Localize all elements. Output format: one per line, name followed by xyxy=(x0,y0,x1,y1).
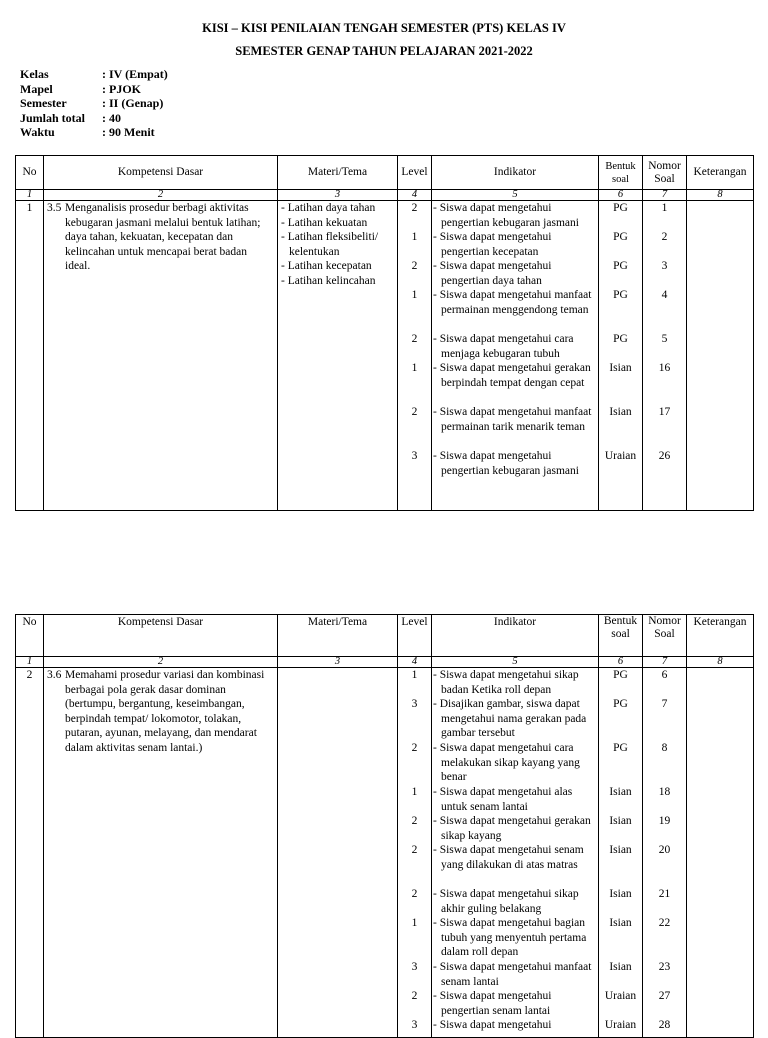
indikator-item: - Siswa dapat mengetahui pengertian kebugaran jasmani xyxy=(433,202,579,229)
level-value: 3 xyxy=(411,450,418,462)
nomor-value: 2 xyxy=(661,231,668,243)
indikator-item: - Siswa dapat mengetahui bagian tubuh yang menyentuh pertama dalam roll depan xyxy=(433,917,587,958)
header-nomor-line2: Soal xyxy=(654,172,675,185)
indikator-item: - Siswa dapat mengetahui gerakan sikap kayang xyxy=(433,815,591,842)
keterangan-cell xyxy=(687,201,754,511)
kompetensi-dasar xyxy=(47,201,274,274)
header-level: Level xyxy=(398,156,432,190)
meta-label: Mapel xyxy=(20,81,53,96)
meta-value: : 90 Menit xyxy=(102,125,155,139)
level-cell xyxy=(398,668,432,1038)
kompetensi-dasar xyxy=(47,668,274,755)
row-no: 2 xyxy=(16,668,44,1038)
header-nomor-line2: Soal xyxy=(654,628,675,640)
keterangan-cell xyxy=(687,668,754,1038)
col-num: 6 xyxy=(599,657,643,668)
nomor-soal-cell xyxy=(643,201,687,511)
column-number-row xyxy=(16,190,754,201)
header-row xyxy=(16,156,754,190)
col-num: 4 xyxy=(398,190,432,201)
level-value: 2 xyxy=(411,742,418,754)
materi-cell xyxy=(278,668,398,1038)
indikator-item: - Siswa dapat mengetahui gerakan berpindah tempat dengan cepat xyxy=(433,362,591,389)
kd-code: 3.5 xyxy=(47,202,62,214)
table-row xyxy=(16,668,754,1038)
col-num: 5 xyxy=(432,190,599,201)
indikator-cell xyxy=(432,201,599,511)
materi-item: - Latihan fleksibeliti/ kelentukan xyxy=(281,231,379,258)
nomor-value: 8 xyxy=(661,742,668,754)
nomor-value: 6 xyxy=(661,669,668,681)
indikator-item: - Siswa dapat mengetahui pengertian senam lantai xyxy=(433,990,552,1017)
bentuk-value: Isian xyxy=(609,815,632,827)
nomor-value: 19 xyxy=(658,815,671,827)
nomor-value: 17 xyxy=(658,406,671,418)
bentuk-value: Isian xyxy=(609,362,632,374)
indikator-item: - Siswa dapat mengetahui manfaat permainan menggendong teman xyxy=(433,289,592,316)
level-value: 2 xyxy=(411,815,418,827)
level-value: 1 xyxy=(411,669,418,681)
materi-item: - Latihan kekuatan xyxy=(281,216,368,229)
level-value: 1 xyxy=(411,231,418,243)
level-value: 2 xyxy=(411,844,418,856)
bentuk-value: Isian xyxy=(609,786,632,798)
header-bentuk-line2: soal xyxy=(611,628,630,640)
header-kompetensi-dasar: Kompetensi Dasar xyxy=(44,156,278,190)
level-value: 2 xyxy=(411,888,418,900)
row-no: 1 xyxy=(16,201,44,511)
meta-row-mapel xyxy=(20,82,168,97)
meta-label: Waktu xyxy=(20,125,55,139)
bentuk-value: PG xyxy=(613,202,628,214)
indikator-item: - Siswa dapat mengetahui sikap akhir guling belakang xyxy=(433,888,579,915)
kd-description: Memahami prosedur variasi dan kombinasi berbagai pola gerak dasar dominan (bertumpu, bergantung, keseimbangan, berpindah tempat/ lokomotor, tolakan, putaran, ayunan, melayang, dan mendarat dalam aktivitas senam lantai.) xyxy=(65,669,265,754)
kisi-table-2 xyxy=(15,614,754,1038)
bentuk-value: Isian xyxy=(609,406,632,418)
nomor-value: 5 xyxy=(661,333,668,345)
header-indikator: Indikator xyxy=(432,615,599,657)
col-num: 1 xyxy=(16,190,44,201)
col-num: 8 xyxy=(687,190,754,201)
header-bentuk-soal xyxy=(599,156,643,190)
header-keterangan: Keterangan xyxy=(687,156,754,190)
level-value: 1 xyxy=(411,289,418,301)
bentuk-value: PG xyxy=(613,289,628,301)
nomor-value: 4 xyxy=(661,289,668,301)
col-num: 6 xyxy=(599,190,643,201)
nomor-soal-cell xyxy=(643,668,687,1038)
header-keterangan: Keterangan xyxy=(687,615,754,657)
bentuk-value: PG xyxy=(613,669,628,681)
meta-value: : PJOK xyxy=(102,81,141,96)
materi-cell xyxy=(278,201,398,511)
materi-item: - Latihan daya tahan xyxy=(281,202,376,214)
materi-item: - Latihan kecepatan xyxy=(281,260,372,272)
col-num: 3 xyxy=(278,657,398,668)
nomor-value: 26 xyxy=(658,450,671,462)
level-value: 2 xyxy=(411,260,418,272)
meta-row-waktu xyxy=(20,125,168,140)
column-number-row xyxy=(16,657,754,668)
header-no: No xyxy=(16,615,44,657)
meta-value: : II (Genap) xyxy=(102,96,164,110)
meta-row-kelas xyxy=(20,67,168,82)
header-materi: Materi/Tema xyxy=(278,615,398,657)
nomor-value: 1 xyxy=(661,202,668,214)
bentuk-value: Isian xyxy=(609,888,632,900)
col-num: 4 xyxy=(398,657,432,668)
bentuk-value: PG xyxy=(613,333,628,345)
level-value: 3 xyxy=(411,1019,418,1031)
meta-value: : 40 xyxy=(102,110,121,125)
col-num: 8 xyxy=(687,657,754,668)
col-num: 2 xyxy=(44,657,278,668)
indikator-item: - Siswa dapat mengetahui pengertian daya tahan xyxy=(433,260,552,287)
bentuk-value: Uraian xyxy=(604,990,637,1002)
indikator-item: - Siswa dapat mengetahui alas untuk senam lantai xyxy=(433,786,573,813)
nomor-value: 21 xyxy=(658,888,671,900)
col-num: 1 xyxy=(16,657,44,668)
header-nomor-soal xyxy=(643,156,687,190)
nomor-value: 27 xyxy=(658,990,671,1002)
header-bentuk-soal xyxy=(599,615,643,657)
indikator-item: - Siswa dapat mengetahui senam yang dilakukan di atas matras xyxy=(433,844,584,871)
indikator-item: - Siswa dapat mengetahui cara melakukan sikap kayang yang benar xyxy=(433,742,580,783)
indikator-cell xyxy=(432,668,599,1038)
header-bentuk-line2: soal xyxy=(612,173,629,185)
header-row xyxy=(16,615,754,657)
col-num: 2 xyxy=(44,190,278,201)
level-cell xyxy=(398,201,432,511)
level-value: 1 xyxy=(411,786,418,798)
header-level: Level xyxy=(398,615,432,657)
nomor-value: 20 xyxy=(658,844,671,856)
level-value: 2 xyxy=(411,990,418,1002)
header-kompetensi-dasar: Kompetensi Dasar xyxy=(44,615,278,657)
level-value: 2 xyxy=(411,202,418,214)
document-title: KISI – KISI PENILAIAN TENGAH SEMESTER (PTS) KELAS IV xyxy=(202,21,566,35)
level-value: 2 xyxy=(411,406,418,418)
bentuk-value: Uraian xyxy=(604,450,637,462)
bentuk-value: PG xyxy=(613,260,628,272)
bentuk-value: PG xyxy=(613,742,628,754)
header-nomor-line1: Nomor xyxy=(648,159,681,172)
header-indikator: Indikator xyxy=(432,156,599,190)
nomor-value: 28 xyxy=(658,1019,671,1031)
bentuk-soal-cell xyxy=(599,668,643,1038)
kd-description: Menganalisis prosedur berbagi aktivitas kebugaran jasmani melalui bentuk latihan; daya tahan, kekuatan, kecepatan dan kelincahan untuk mencapai berat badan ideal. xyxy=(65,202,261,272)
bentuk-value: Isian xyxy=(609,961,632,973)
level-value: 1 xyxy=(411,362,418,374)
indikator-item: - Siswa dapat mengetahui pengertian kebugaran jasmani xyxy=(433,450,579,477)
level-value: 3 xyxy=(411,961,418,973)
header-materi: Materi/Tema xyxy=(278,156,398,190)
nomor-value: 16 xyxy=(658,362,671,374)
nomor-value: 3 xyxy=(661,260,668,272)
meta-block xyxy=(20,67,168,140)
nomor-value: 18 xyxy=(658,786,671,798)
bentuk-value: Isian xyxy=(609,844,632,856)
bentuk-soal-cell xyxy=(599,201,643,511)
nomor-value: 23 xyxy=(658,961,671,973)
meta-label: Kelas xyxy=(20,67,49,81)
indikator-item: - Siswa dapat mengetahui xyxy=(433,1019,552,1031)
meta-value: : IV (Empat) xyxy=(102,67,168,81)
header-bentuk-line1: Bentuk xyxy=(605,160,636,172)
indikator-item: - Siswa dapat mengetahui sikap badan Ketika roll depan xyxy=(433,669,579,696)
level-value: 2 xyxy=(411,333,418,345)
bentuk-value: PG xyxy=(613,231,628,243)
meta-row-jumlah xyxy=(20,111,168,126)
col-num: 7 xyxy=(643,190,687,201)
level-value: 1 xyxy=(411,917,418,929)
table-row xyxy=(16,201,754,511)
meta-label: Semester xyxy=(20,96,67,110)
bentuk-value: Uraian xyxy=(604,1019,637,1031)
col-num: 5 xyxy=(432,657,599,668)
indikator-item: - Disajikan gambar, siswa dapat mengetahui nama gerakan pada gambar tersebut xyxy=(433,698,587,739)
materi-item: - Latihan kelincahan xyxy=(281,274,376,287)
indikator-item: - Siswa dapat mengetahui manfaat senam lantai xyxy=(433,961,592,988)
indikator-item: - Siswa dapat mengetahui manfaat permainan tarik menarik teman xyxy=(433,406,592,433)
bentuk-value: Isian xyxy=(609,917,632,929)
kompetensi-dasar-cell xyxy=(44,201,278,511)
header-nomor-line1: Nomor xyxy=(648,615,681,627)
kompetensi-dasar-cell xyxy=(44,668,278,1038)
indikator-item: - Siswa dapat mengetahui pengertian kecepatan xyxy=(433,231,552,258)
meta-label: Jumlah total xyxy=(20,110,86,125)
col-num: 7 xyxy=(643,657,687,668)
kd-code: 3.6 xyxy=(47,669,62,681)
nomor-value: 7 xyxy=(661,698,668,710)
meta-row-semester xyxy=(20,96,168,111)
header-bentuk-line1: Bentuk xyxy=(603,615,638,627)
header-no: No xyxy=(16,156,44,190)
bentuk-value: PG xyxy=(613,698,628,710)
header-nomor-soal xyxy=(643,615,687,657)
kisi-table-1 xyxy=(15,155,754,511)
col-num: 3 xyxy=(278,190,398,201)
document-subtitle: SEMESTER GENAP TAHUN PELAJARAN 2021-2022 xyxy=(235,44,533,58)
level-value: 3 xyxy=(411,698,418,710)
nomor-value: 22 xyxy=(658,917,671,929)
indikator-item: - Siswa dapat mengetahui cara menjaga kebugaran tubuh xyxy=(433,333,574,360)
